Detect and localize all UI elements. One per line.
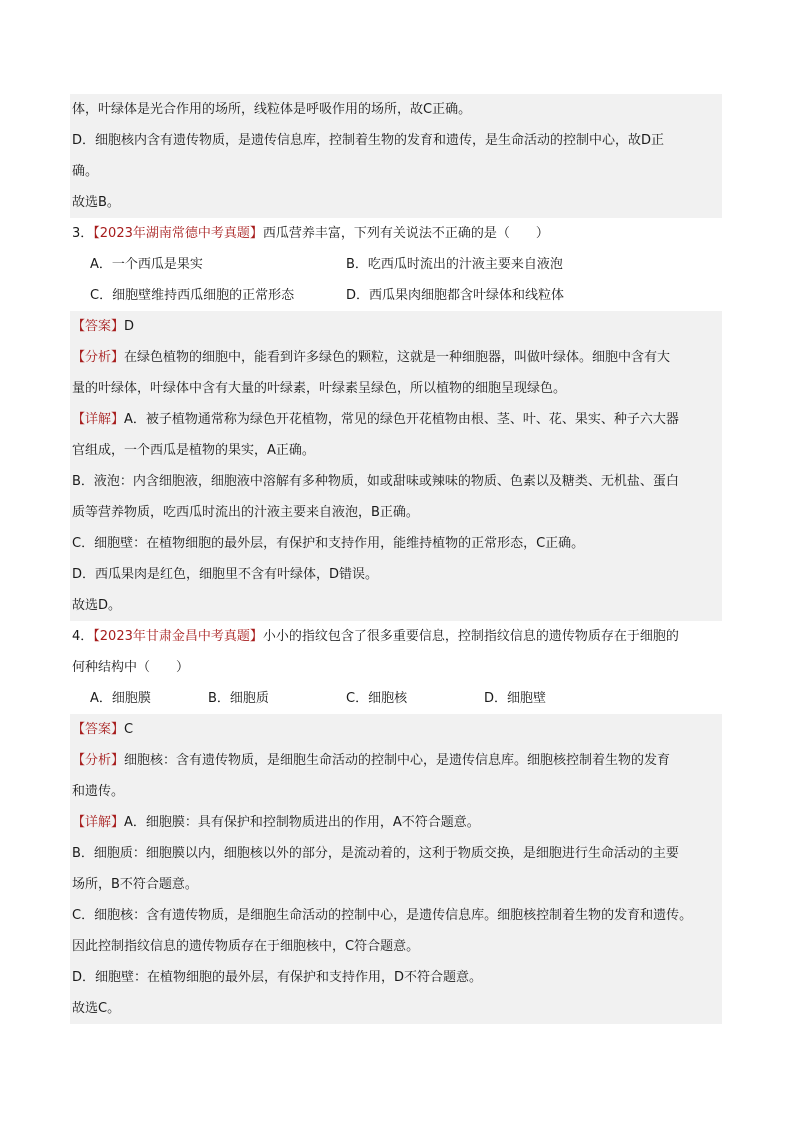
option-a: A．细胞膜 (90, 691, 151, 706)
option-row (70, 683, 722, 714)
text-line: 和遗传。 (72, 784, 125, 799)
text-line: 质等营养物质，吃西瓜时流出的汁液主要来自液泡，B正确。 (72, 505, 419, 520)
text-line: 场所，B不符合题意。 (72, 877, 198, 892)
text-line: D．细胞核内含有遗传物质，是遗传信息库，控制着生物的发育和遗传，是生命活动的控制中心，故D正 (72, 133, 665, 148)
text-line: C．细胞核：含有遗传物质，是细胞生命活动的控制中心，是遗传信息库。细胞核控制着生物的发育和遗传。 (72, 908, 693, 923)
text-line: 因此控制指纹信息的遗传物质存在于细胞核中，C符合题意。 (72, 939, 420, 954)
question-number: 3． (72, 226, 94, 241)
answer-line (70, 714, 722, 745)
text-line: 体，叶绿体是光合作用的场所，线粒体是呼吸作用的场所，故C正确。 (72, 102, 472, 117)
answer-label: 【答案】 (72, 722, 125, 737)
question-3 (70, 218, 722, 311)
option-row (70, 280, 722, 311)
answer-line (70, 311, 722, 342)
option-d: D．细胞壁 (484, 691, 547, 706)
question-number: 4． (72, 629, 94, 644)
option-b: B．吃西瓜时流出的汁液主要来自液泡 (346, 257, 563, 272)
text-line: B．液泡：内含细胞液，细胞液中溶解有多种物质，如或甜味或辣味的物质、色素以及糖类、无机盐、蛋白 (72, 474, 679, 489)
question-4 (70, 621, 722, 714)
text-line: 故选B。 (72, 195, 120, 210)
answer-value: C (124, 722, 134, 737)
detail-line (70, 807, 722, 838)
option-d: D．西瓜果肉细胞都含叶绿体和线粒体 (346, 288, 565, 303)
answer-label: 【答案】 (72, 319, 125, 334)
text-line: C．细胞壁：在植物细胞的最外层，有保护和支持作用，能维持植物的正常形态，C正确。 (72, 536, 585, 551)
analysis-label: 【分析】 (72, 350, 125, 365)
question-source: 【2023年湖南常德中考真题】 (93, 226, 263, 241)
text-line: D．西瓜果肉是红色，细胞里不含有叶绿体，D错误。 (72, 567, 379, 582)
analysis-text: 细胞核：含有遗传物质，是细胞生命活动的控制中心，是遗传信息库。细胞核控制着生物的发育 (124, 753, 671, 768)
question-text-continued: 何种结构中（ ） (72, 660, 190, 675)
detail-text: A．细胞膜：具有保护和控制物质进出的作用，A不符合题意。 (124, 815, 480, 830)
conclusion-line: 故选C。 (72, 1001, 121, 1016)
option-a: A．一个西瓜是果实 (90, 257, 203, 272)
text-line: D．细胞壁：在植物细胞的最外层，有保护和支持作用，D不符合题意。 (72, 970, 483, 985)
detail-label: 【详解】 (72, 412, 125, 427)
option-row (70, 249, 722, 280)
question-text: 西瓜营养丰富，下列有关说法不正确的是（ ） (262, 226, 549, 241)
analysis-line (70, 342, 722, 373)
option-c: C．细胞核 (346, 691, 408, 706)
question-text: 小小的指纹包含了很多重要信息，控制指纹信息的遗传物质存在于细胞的 (262, 629, 679, 644)
text-line: 官组成，一个西瓜是植物的果实，A正确。 (72, 443, 315, 458)
question-source: 【2023年甘肃金昌中考真题】 (93, 629, 263, 644)
option-b: B．细胞质 (208, 691, 269, 706)
detail-line (70, 404, 722, 435)
document-page (70, 94, 722, 1024)
answer-value: D (124, 319, 135, 334)
q4-explanation-block (70, 714, 722, 1024)
q3-explanation-block (70, 311, 722, 621)
detail-label: 【详解】 (72, 815, 125, 830)
analysis-line (70, 745, 722, 776)
option-c: C．细胞壁维持西瓜细胞的正常形态 (90, 288, 295, 303)
text-line: 量的叶绿体，叶绿体中含有大量的叶绿素，叶绿素呈绿色，所以植物的细胞呈现绿色。 (72, 381, 567, 396)
analysis-label: 【分析】 (72, 753, 125, 768)
question-stem (70, 218, 722, 249)
text-line: B．细胞质：细胞膜以内，细胞核以外的部分，是流动着的，这利于物质交换，是细胞进行生命活动的主要 (72, 846, 679, 861)
q2-explanation-block (70, 94, 722, 218)
question-stem (70, 621, 722, 652)
detail-text: A．被子植物通常称为绿色开花植物，常见的绿色开花植物由根、茎、叶、花、果实、种子六大器 (124, 412, 679, 427)
text-line: 确。 (72, 164, 99, 179)
analysis-text: 在绿色植物的细胞中，能看到许多绿色的颗粒，这就是一种细胞器，叫做叶绿体。细胞中含有大 (124, 350, 671, 365)
conclusion-line: 故选D。 (72, 598, 122, 613)
